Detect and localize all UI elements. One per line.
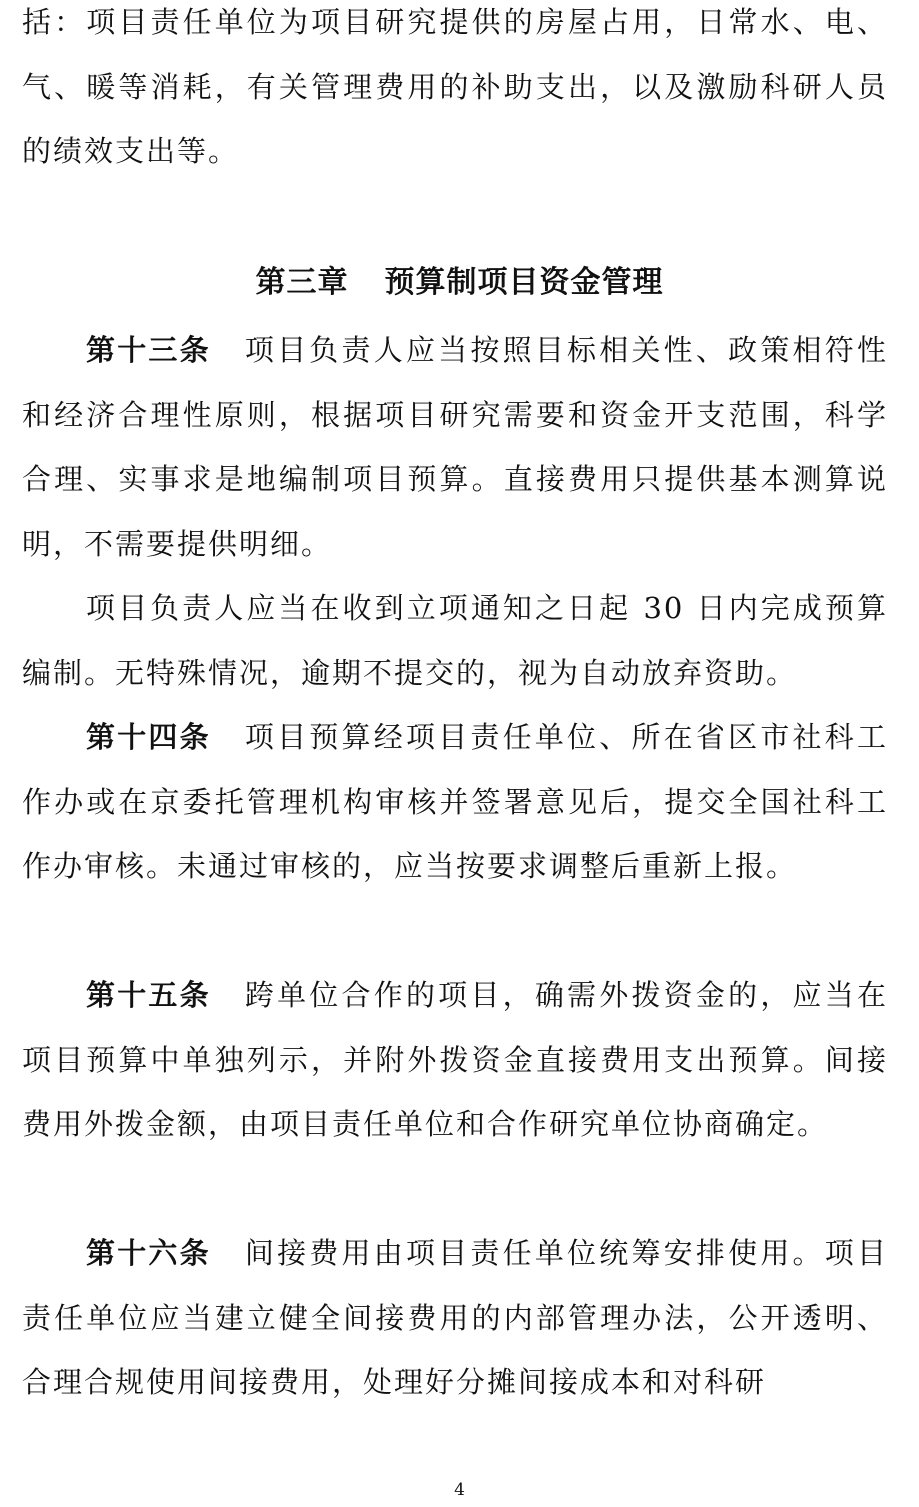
article-14-text: 项目预算经项目责任单位、所在省区市社科工作办或在京委托管理机构审核并签署意见后，提交全国社科工作办审核。未通过审核的，应当按要求调整后重新上报。	[22, 720, 888, 883]
article-13-second-paragraph: 项目负责人应当在收到立项通知之日起 30 日内完成预算编制。无特殊情况，逾期不提交的，视为自动放弃资助。	[22, 591, 888, 690]
article-14-label: 第十四条	[86, 720, 211, 754]
chapter-heading	[0, 258, 919, 308]
article-16-text: 间接费用由项目责任单位统筹安排使用。项目责任单位应当建立健全间接费用的内部管理办法，公开透明、合理合规使用间接费用，处理好分摊间接成本和对科研	[22, 1236, 888, 1399]
article-16-paragraph	[22, 1221, 888, 1415]
article-13-text: 项目负责人应当按照目标相关性、政策相符性和经济合理性原则，根据项目研究需要和资金开支范围，科学合理、实事求是地编制项目预算。直接费用只提供基本测算说明，不需要提供明细。	[22, 333, 888, 561]
article-13-label: 第十三条	[86, 333, 211, 367]
page-number: 4	[454, 1480, 465, 1500]
article-14-paragraph	[22, 705, 888, 899]
continued-paragraph: 括：项目责任单位为项目研究提供的房屋占用，日常水、电、气、暖等消耗，有关管理费用的补助支出，以及激励科研人员的绩效支出等。	[22, 5, 888, 168]
chapter-number: 第三章	[255, 265, 349, 300]
article-15-text: 跨单位合作的项目，确需外拨资金的，应当在项目预算中单独列示，并附外拨资金直接费用支出预算。间接费用外拨金额，由项目责任单位和合作研究单位协商确定。	[22, 978, 888, 1141]
article-16-label: 第十六条	[86, 1236, 211, 1270]
article-15-label: 第十五条	[86, 978, 211, 1012]
article-15-paragraph	[22, 963, 888, 1157]
chapter-title: 预算制项目资金管理	[384, 265, 664, 300]
article-13-paragraph	[22, 318, 888, 576]
